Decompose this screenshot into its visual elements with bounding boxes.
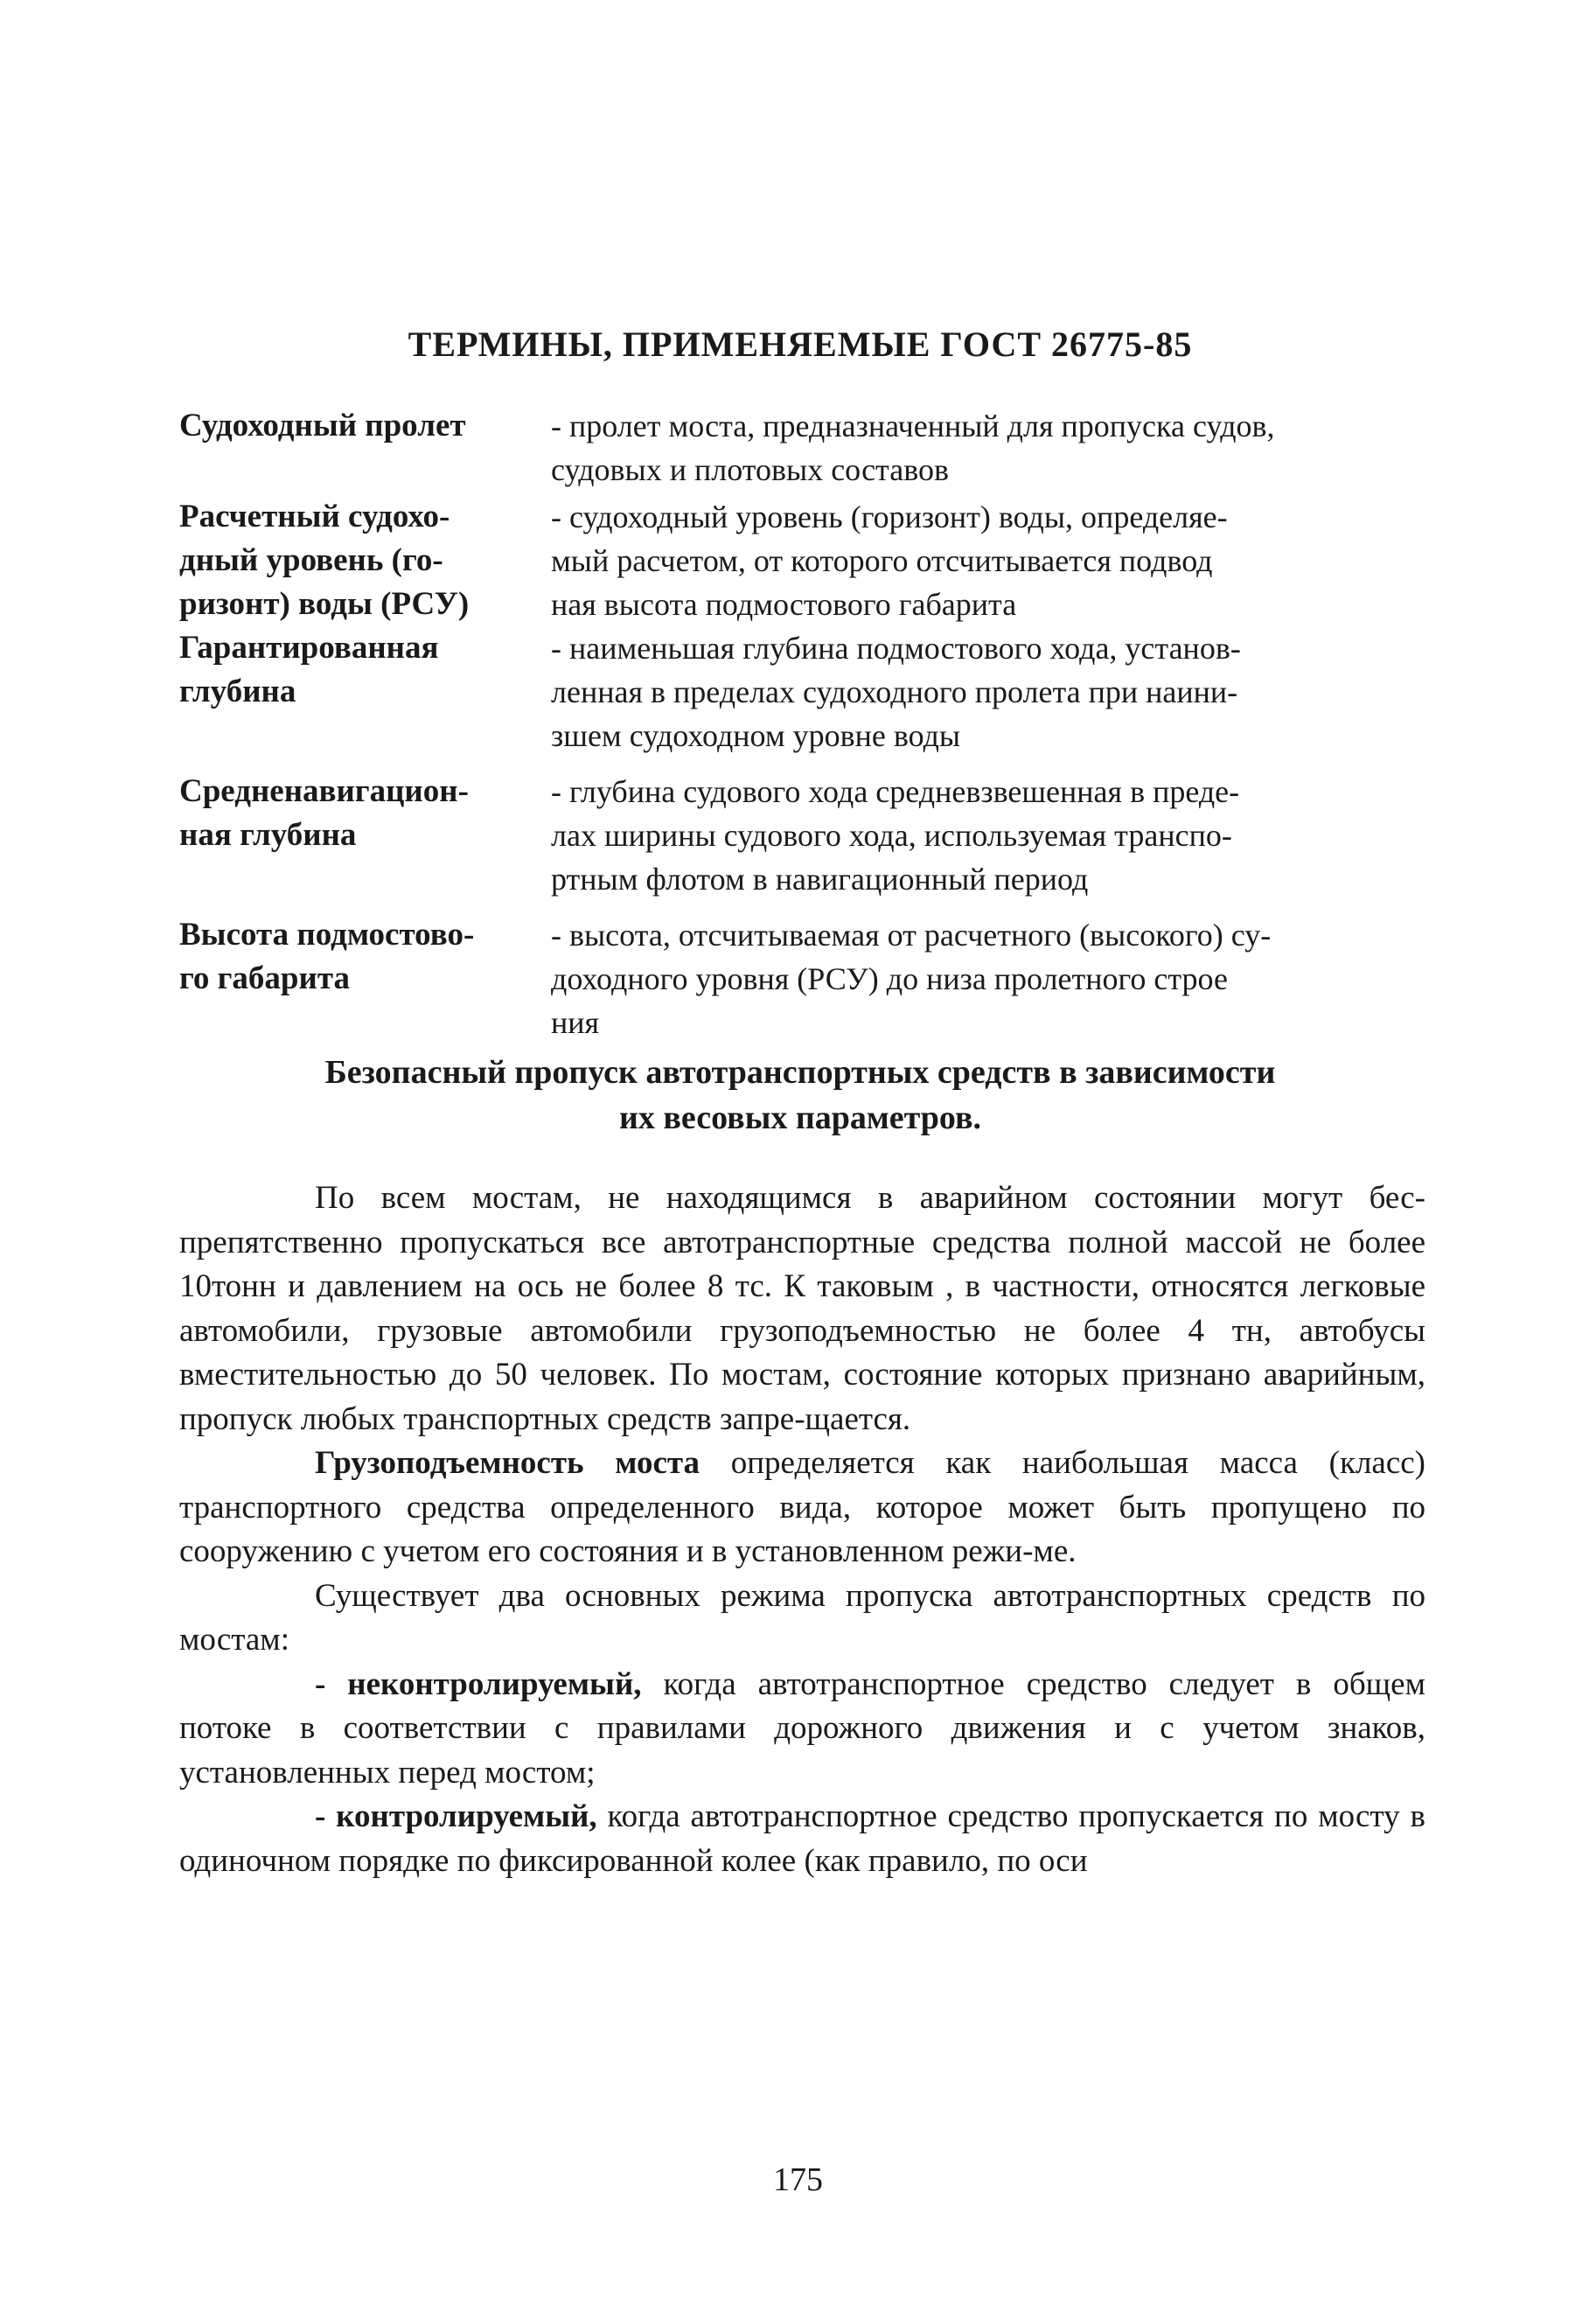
term-row (179, 913, 1425, 1044)
term-definition: - пролет моста, предназначенный для пропуска судов, судовых и плотовых составов (551, 408, 1275, 487)
term-name: Высота подмостово- го габарита (179, 917, 475, 996)
paragraph-text: когда автотранспортное средство следует в общем потоке в соответствии с правилами дорожного движения и с учетом знаков, установленных перед мостом; (179, 1665, 1425, 1791)
term-row (179, 495, 1425, 626)
bold-term: - неконтролируемый, (315, 1665, 642, 1702)
bold-term: Грузоподъемность моста (315, 1445, 700, 1481)
term-definition: - высота, отсчитываемая от расчетного (высокого) су- доходного уровня (РСУ) до низа пролетного строе ния (551, 918, 1272, 1040)
paragraph (179, 1663, 1425, 1796)
paragraph (179, 1442, 1425, 1574)
paragraph (179, 1795, 1425, 1883)
terms-list (179, 404, 1425, 1044)
term-definition: - глубина судового хода средневзвешенная в преде- лах ширины судового хода, используемая транспо- ртным флотом в навигационный период (551, 774, 1240, 897)
term-name: Гарантированная глубина (179, 630, 439, 709)
paragraph: По всем мостам, не находящимся в аварийном состоянии могут бес-препятственно пропускаться все автотранспортные средства полной массой не более 10тонн и давлением на ось не более 8 тс. К таковым , в частности, относятся легковые автомобили, грузовые автомобили грузоподъемностью не более 4 тн, автобусы вместительностью до 50 человек. По мостам, состояние которых признано аварийным, пропуск любых транспортных средств запре-щается. (179, 1180, 1425, 1437)
term-name: Расчетный судохо- дный уровень (го- ризонт) воды (РСУ) (179, 499, 470, 622)
paragraph-text: определяется как наибольшая масса (класс) транспортного средства определенного вида, которое может быть пропущено по сооружению с учетом его состояния и в установленном режи-ме. (179, 1445, 1425, 1569)
term-definition: - судоходный уровень (горизонт) воды, определяе- мый расчетом, от которого отсчитывается подвод ная высота подмостового габарита (551, 499, 1228, 622)
term-row (179, 770, 1425, 901)
page-title: ТЕРМИНЫ, ПРИМЕНЯЕМЫЕ ГОСТ 26775-85 (408, 325, 1193, 364)
paragraph-text: когда автотранспортное средство пропускается по мосту в одиночном порядке по фиксированной колее (как правило, по оси (179, 1798, 1425, 1879)
term-definition: - наименьшая глубина подмостового хода, установ- ленная в пределах судоходного пролета при наини- зшем судоходном уровне воды (551, 631, 1241, 753)
paragraph: Существует два основных режима пропуска автотранспортных средств по мостам: (179, 1577, 1425, 1658)
bold-term: - контролируемый, (315, 1798, 597, 1834)
term-name: Средненавигацион- ная глубина (179, 773, 469, 853)
term-name: Судоходный пролет (179, 408, 466, 443)
section-title: Безопасный пропуск автотранспортных средств в зависимости их весовых параметров. (324, 1054, 1276, 1136)
term-row (179, 626, 1425, 758)
term-row (179, 404, 1425, 492)
body-text (179, 1176, 1425, 1883)
page-number: 175 (773, 2161, 823, 2198)
